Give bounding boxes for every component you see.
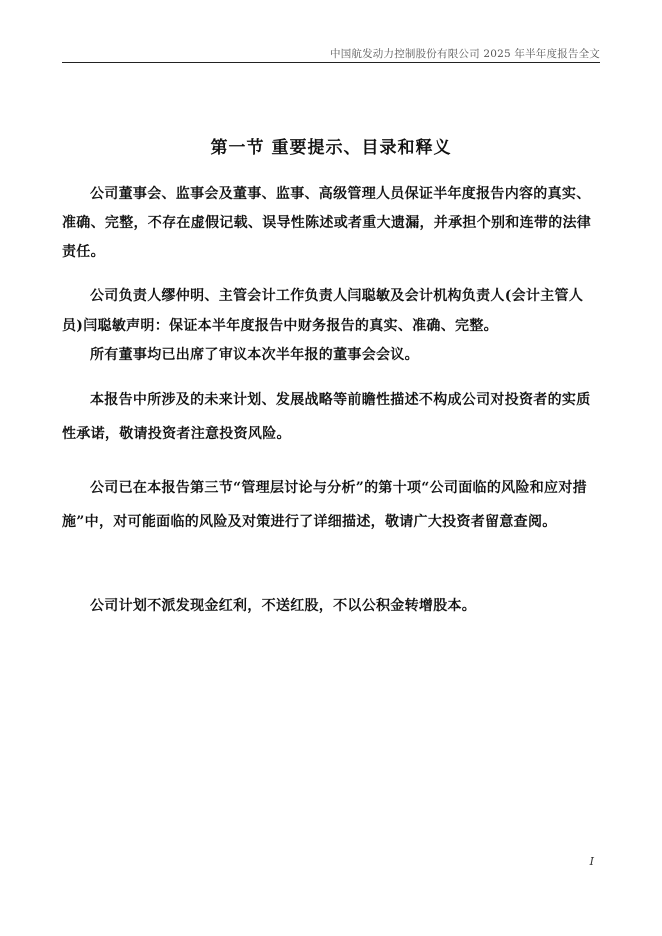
paragraph-financial-statement-declaration: 公司负责人缪仲明、主管会计工作负责人闫聪敏及会计机构负责人(会计主管人员)闫聪敏声明：保证本半年度报告中财务报告的真实、准确、完整。 xyxy=(62,288,584,334)
page-number: I xyxy=(589,855,594,868)
page-header xyxy=(62,46,600,63)
section-title: 第一节 重要提示、目录和释义 xyxy=(210,138,452,158)
header-text: 中国航发动力控制股份有限公司 2025 年半年度报告全文 xyxy=(330,48,600,60)
paragraph-responsibility-statement: 公司董事会、监事会及董事、监事、高级管理人员保证半年度报告内容的真实、准确、完整，不存在虚假记载、误导性陈述或者重大遗漏，并承担个别和连带的法律责任。 xyxy=(62,186,592,260)
paragraph-dividend-plan: 公司计划不派发现金红利，不送红股，不以公积金转增股本。 xyxy=(90,598,477,614)
paragraph-board-attendance: 所有董事均已出席了审议本次半年报的董事会会议。 xyxy=(90,347,419,363)
paragraph-risk-notice: 公司已在本报告第三节“管理层讨论与分析”的第十项“公司面临的风险和应对措施”中，对可能面临的风险及对策进行了详细描述，敬请广大投资者留意查阅。 xyxy=(62,480,587,530)
paragraph-forward-looking-disclaimer: 本报告中所涉及的未来计划、发展战略等前瞻性描述不构成公司对投资者的实质性承诺，敬请投资者注意投资风险。 xyxy=(62,392,591,442)
